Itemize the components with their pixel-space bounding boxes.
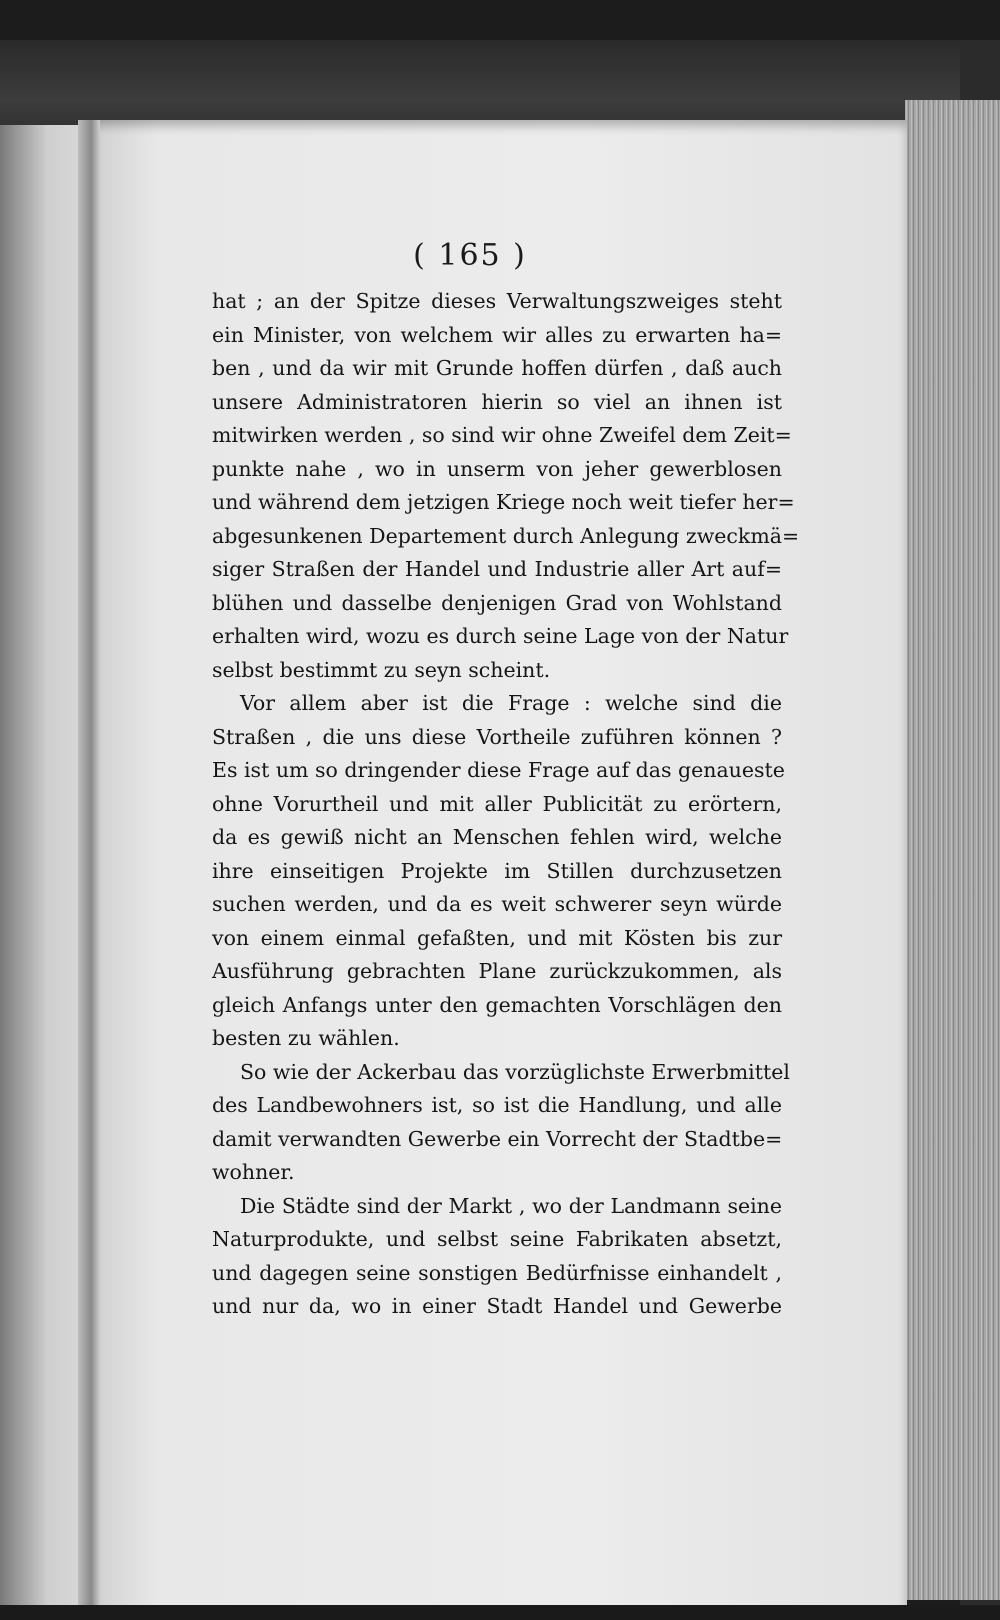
book-bottom-edge [0, 1605, 1000, 1620]
text-line: des Landbewohners ist, so ist die Handlung, und alle [212, 1093, 782, 1117]
page-fore-edge [905, 100, 1000, 1600]
text-line: Es ist um so dringender diese Frage auf das genaueste [212, 758, 785, 782]
text-line: siger Straßen der Handel und Industrie aller Art auf= [212, 557, 782, 581]
text-line: blühen und dasselbe denjenigen Grad von Wohlstand [212, 590, 782, 615]
page-number: ( 165 ) [413, 238, 527, 273]
text-line: Vor allem aber ist die Frage : welche sind die [240, 691, 782, 715]
text-line: ihre einseitigen Projekte im Stillen durchzusetzen [212, 858, 782, 883]
text-line: Naturprodukte, und selbst seine Fabrikaten absetzt, [212, 1227, 782, 1251]
text-line: mitwirken werden , so sind wir ohne Zweifel dem Zeit= [212, 423, 792, 447]
text-line: von einem einmal gefaßten, und mit Kösten bis zur [212, 925, 782, 950]
text-line: ohne Vorurtheil und mit aller Publicität zu erörtern, [212, 791, 782, 816]
text-line: unsere Administratoren hierin so viel an ihnen ist [212, 389, 782, 414]
text-line: So wie der Ackerbau das vorzüglichste Erwerbmittel [240, 1059, 790, 1084]
text-line: Ausführung gebrachten Plane zurückzukommen, als [212, 959, 782, 983]
text-line: und nur da, wo in einer Stadt Handel und Gewerbe [212, 1294, 782, 1318]
text-line: erhalten wird, wozu es durch seine Lage von der Natur [212, 624, 789, 648]
text-line: damit verwandten Gewerbe ein Vorrecht der Stadtbe= [212, 1126, 783, 1151]
body-text [212, 285, 800, 1324]
text-line: abgesunkenen Departement durch Anlegung zweckmä= [212, 523, 800, 548]
text-line: gleich Anfangs unter den gemachten Vorschlägen den [212, 992, 782, 1017]
text-line: suchen werden, und da es weit schwerer seyn würde [212, 892, 782, 916]
text-line: ein Minister, von welchem wir alles zu erwarten ha= [212, 322, 782, 347]
text-line: da es gewiß nicht an Menschen fehlen wird, welche [212, 825, 782, 849]
text-line: Die Städte sind der Markt , wo der Landmann seine [240, 1193, 782, 1218]
text-line: selbst bestimmt zu seyn scheint. [212, 657, 551, 682]
text-line: punkte nahe , wo in unserm von jeher gewerblosen [212, 456, 782, 481]
text-line: hat ; an der Spitze dieses Verwaltungszweiges steht [212, 289, 782, 313]
text-line: Straßen , die uns diese Vortheile zuführen können ? [212, 724, 782, 749]
text-line: besten zu wählen. [212, 1026, 400, 1050]
text-line: wohner. [212, 1160, 295, 1184]
text-line: und während dem jetzigen Kriege noch weit tiefer her= [212, 490, 795, 514]
text-line: und dagegen seine sonstigen Bedürfnisse einhandelt , [212, 1260, 782, 1285]
text-line: ben , und da wir mit Grunde hoffen dürfen , daß auch [212, 356, 782, 380]
book-gutter [78, 120, 100, 1610]
